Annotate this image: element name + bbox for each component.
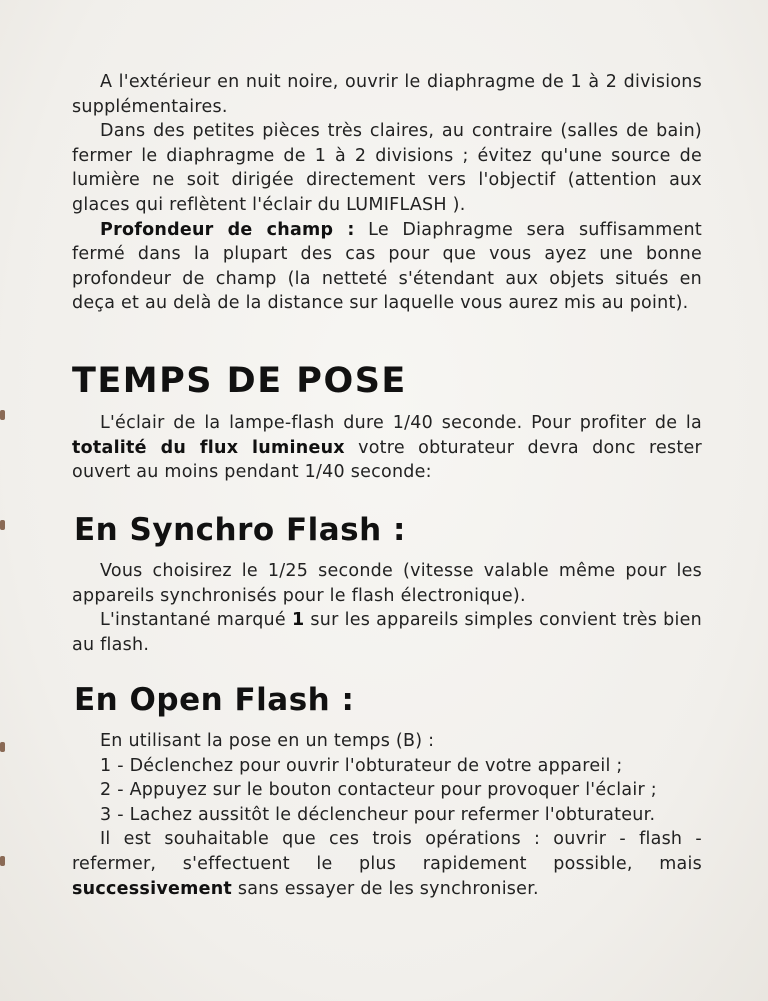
binding-mark xyxy=(0,520,5,530)
synchro-text-b: sur les appareils simples convient très bien au flash. xyxy=(72,610,702,655)
intro-block xyxy=(72,70,702,316)
open-end-text-b: sans essayer de les synchroniser. xyxy=(232,878,539,899)
depth-of-field-text: Le Diaphragme sera suffisamment fermé dans la plupart des cas pour que vous ayez une bonne profondeur de champ (la netteté s'étendant aux objets situés en deça et au delà de la distance sur laquelle vous aurez mis au point). xyxy=(72,219,702,314)
binding-mark xyxy=(0,742,5,752)
binding-mark xyxy=(0,856,5,866)
depth-of-field-label: Profondeur de champ : xyxy=(100,219,355,240)
heading-temps-de-pose: TEMPS DE POSE xyxy=(72,361,407,401)
heading-synchro-flash: En Synchro Flash : xyxy=(74,512,406,548)
synchro-bold: 1 xyxy=(291,610,305,631)
paragraph-small-rooms: Dans des petites pièces très claires, au contraire (salles de bain) fermer le diaphragme de 1 à 2 divisions ; évitez qu'une source de lumière ne soit dirigée directement vers l'objectif (attention aux glaces qui reflètent l'éclair du LUMIFLASH ). xyxy=(72,121,702,215)
open-end-text-a: Il est souhaitable que ces trois opérations : ouvrir - flash - refermer, s'effectuent le plus rapidement possible, mais xyxy=(72,829,702,874)
paragraph-open-end xyxy=(72,827,702,901)
step-1: 1 - Déclenchez pour ouvrir l'obturateur de votre appareil ; xyxy=(100,755,623,776)
synchro-block xyxy=(72,559,702,657)
step-3: 3 - Lachez aussitôt le déclencheur pour refermer l'obturateur. xyxy=(100,804,656,825)
synchro-text-a: L'instantané marqué xyxy=(100,610,292,631)
temps-block xyxy=(72,411,702,485)
exposure-text-b: votre obturateur devra donc rester ouvert au moins pendant 1/40 seconde: xyxy=(72,437,702,483)
exposure-bold: totalité du flux lumineux xyxy=(72,437,345,458)
exposure-text-a: L'éclair de la lampe-flash dure 1/40 seconde. Pour profiter de la xyxy=(100,413,702,433)
paragraph-night-exterior: A l'extérieur en nuit noire, ouvrir le diaphragme de 1 à 2 divisions supplémentaires. xyxy=(72,72,702,117)
binding-mark xyxy=(0,410,5,420)
paragraph-synchro-simple xyxy=(72,608,702,657)
paragraph-exposure-time xyxy=(72,411,702,485)
open-end-bold: successivement xyxy=(72,878,233,899)
paragraph-synchro-speed: Vous choisirez le 1/25 seconde (vitesse valable même pour les appareils synchronisés pour le flash électronique). xyxy=(72,561,702,606)
open-block xyxy=(72,729,702,901)
heading-open-flash: En Open Flash : xyxy=(74,682,355,718)
paragraph-open-intro: En utilisant la pose en un temps (B) : xyxy=(100,731,435,751)
step-2: 2 - Appuyez sur le bouton contacteur pour provoquer l'éclair ; xyxy=(100,780,657,801)
paragraph-depth-of-field xyxy=(72,218,702,316)
